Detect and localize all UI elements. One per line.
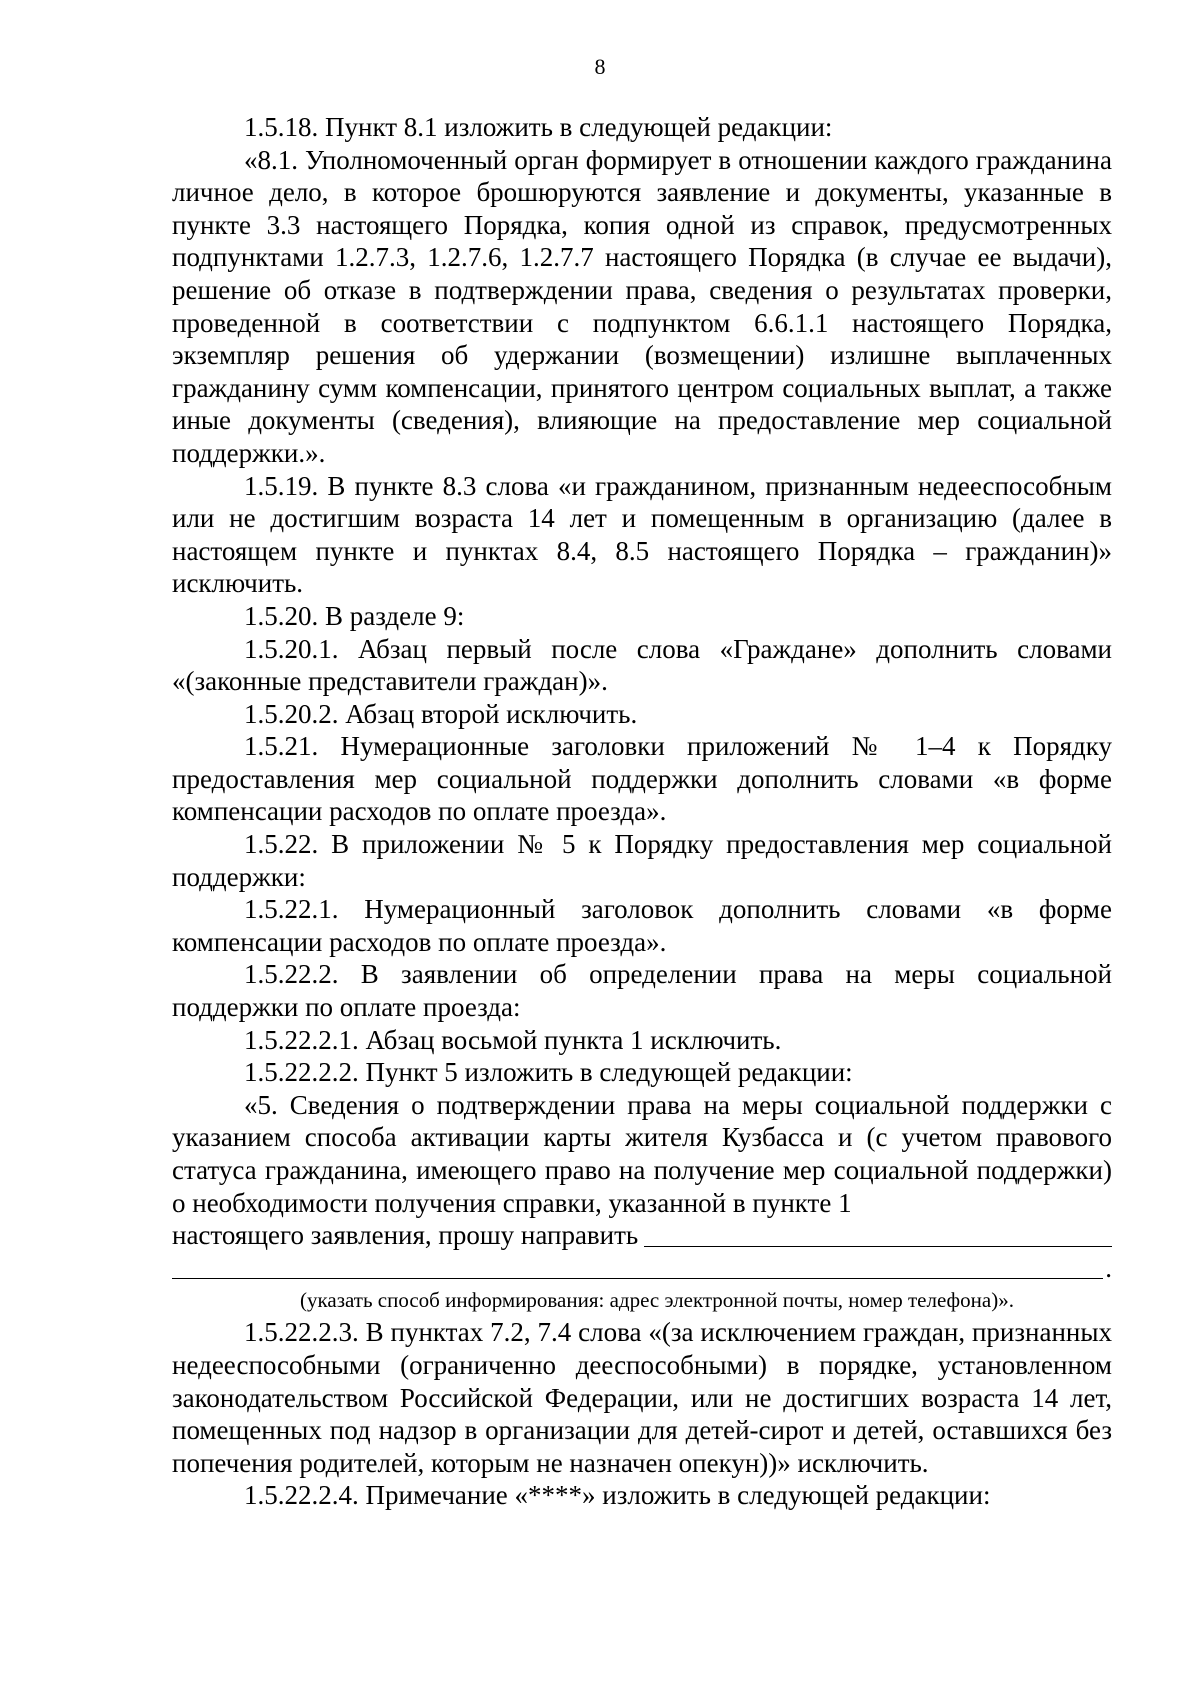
paragraph-1-5-22: 1.5.22. В приложении № 5 к Порядку предоставления мер социальной поддержки: [172,829,1112,892]
blank-line-caption: (указать способ информирования: адрес электронной почты, номер телефона)». [300,1288,1014,1313]
document-body [172,111,1112,1512]
blank-line-period: . [1105,1252,1112,1283]
fill-in-blank-line [644,1222,1112,1247]
paragraph-8-1-text: «8.1. Уполномоченный орган формирует в отношении каждого гражданина личное дело, в которое брошюруются заявление и документы, указанные в пункте 3.3 настоящего Порядка, копия одной из справок, предусмотренных подпунктами 1.2.7.3, 1.2.7.6, 1.2.7.7 настоящего Порядка (в случае ее выдачи), решение об отказе в подтверждении права, сведения о результатах проверки, проведенной в соответствии с подпунктом 6.6.1.1 настоящего Порядка, экземпляр решения об удержании (возмещении) излишне выплаченных гражданину сумм компенсации, принятого центром социальных выплат, а также иные документы (сведения), влияющие на предоставление мер социальной поддержки.». [172,144,1112,468]
fill-in-line-lead: настоящего заявления, прошу направить [172,1220,639,1251]
paragraph-1-5-22-1: 1.5.22.1. Нумерационный заголовок дополнить словами «в форме компенсации расходов по оплате проезда». [172,894,1112,957]
paragraph-1-5-22-2-1: 1.5.22.2.1. Абзац восьмой пункта 1 исключить. [244,1024,782,1055]
paragraph-1-5-22-2-3: 1.5.22.2.3. В пунктах 7.2, 7.4 слова «(за исключением граждан, признанных недееспособными (ограниченно дееспособными) в порядке, установленном законодательством Российской Федерации, или не достигших возраста 14 лет, помещенных под надзор в организации для детей-сирот и детей, оставшихся без попечения родителей, которым не назначен опекун))» исключить. [172,1317,1112,1478]
fill-in-line-row [172,1219,1112,1252]
paragraph-1-5-22-2: 1.5.22.2. В заявлении об определении права на меры социальной поддержки по оплате проезда: [172,959,1112,1023]
paragraph-1-5-21: 1.5.21. Нумерационные заголовки приложений № 1–4 к Порядку предоставления мер социальной поддержки дополнить словами «в форме компенсации расходов по оплате проезда». [172,731,1112,827]
page-number: 8 [594,54,606,79]
full-width-blank-row [172,1252,1112,1285]
paragraph-1-5-20-2: 1.5.20.2. Абзац второй исключить. [244,698,638,729]
paragraph-point-5-text: «5. Сведения о подтверждении права на меры социальной поддержки с указанием способа активации карты жителя Кузбасса и (с учетом правового статуса гражданина, имеющего право на получение мер социальной поддержки) о необходимости получения справки, указанной в пункте 1 [172,1089,1112,1218]
paragraph-1-5-19: 1.5.19. В пункте 8.3 слова «и гражданином, признанным недееспособным или не достигшим возраста 14 лет и помещенным в организацию (далее в настоящем пункте и пунктах 8.4, 8.5 настоящего Порядка – гражданин)» исключить. [172,470,1112,599]
paragraph-1-5-18: 1.5.18. Пункт 8.1 изложить в следующей редакции: [244,112,833,142]
fill-in-blank-line-full [172,1278,1103,1279]
paragraph-1-5-20-1: 1.5.20.1. Абзац первый после слова «Граждане» дополнить словами «(законные представители граждан)». [172,633,1112,697]
paragraph-1-5-22-2-2: 1.5.22.2.2. Пункт 5 изложить в следующей редакции: [244,1057,853,1088]
paragraph-1-5-20: 1.5.20. В разделе 9: [244,600,465,631]
paragraph-1-5-22-2-4: 1.5.22.2.4. Примечание «****» изложить в следующей редакции: [244,1480,991,1511]
